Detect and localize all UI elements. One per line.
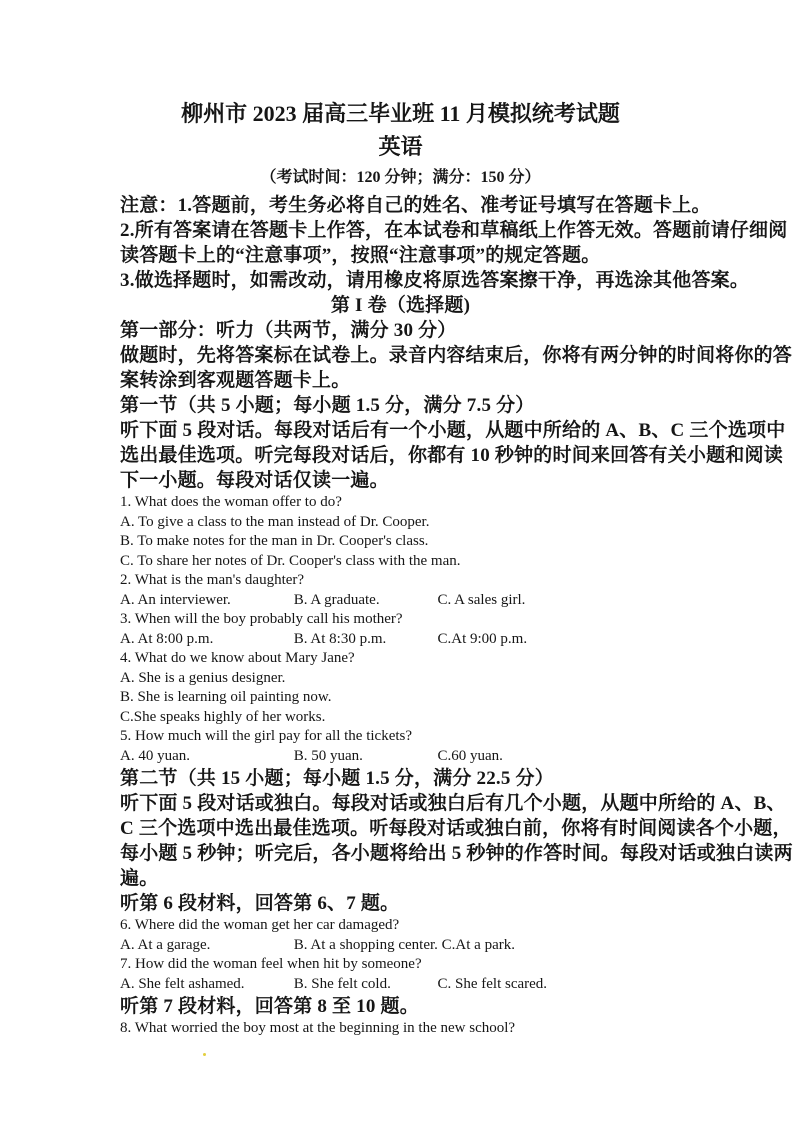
section1-heading: 第一节（共 5 小题；每小题 1.5 分，满分 7.5 分） [120, 395, 535, 416]
exam-title: 柳州市 2023 届高三毕业班 11 月模拟统考试题 [181, 101, 620, 126]
material-6-heading: 听第 6 段材料，回答第 6、7 题。 [120, 893, 400, 914]
notice-line-3: 读答题卡上的“注意事项”，按照“注意事项”的规定答题。 [120, 245, 601, 266]
question-6-options-row [120, 936, 681, 956]
section2-instruction-line-1: 听下面 5 段对话或独白。每段对话或独白后有几个小题，从题中所给的 A、B、 [120, 793, 786, 814]
question-6-option-c: C.At a park. [441, 936, 515, 953]
question-1-option-c: C. To share her notes of Dr. Cooper's class with the man. [120, 552, 461, 569]
material-7-heading: 听第 7 段材料，回答第 8 至 10 题。 [120, 996, 419, 1017]
section2-instruction-line-4: 遍。 [120, 868, 159, 889]
question-5-option-a: A. 40 yuan. [120, 747, 190, 764]
question-6-option-b: B. At a shopping center. [293, 936, 438, 953]
question-1-option-a: A. To give a class to the man instead of Dr. Cooper. [120, 513, 430, 530]
question-2-option-b: B. A graduate. [293, 591, 380, 608]
question-2-text: 2. What is the man's daughter? [120, 572, 305, 588]
question-1-text: 1. What does the woman offer to do? [120, 494, 342, 510]
question-3-option-b: B. At 8:30 p.m. [293, 630, 387, 647]
section1-instruction-line-1: 听下面 5 段对话。每段对话后有一个小题，从题中所给的 A、B、C 三个选项中 [120, 420, 786, 441]
section2-heading: 第二节（共 15 小题；每小题 1.5 分，满分 22.5 分） [120, 768, 554, 789]
question-5-options-row [120, 747, 681, 767]
exam-subject: 英语 [378, 134, 423, 159]
part1-instruction-line-1: 做题时，先将答案标在试卷上。录音内容结束后，你将有两分钟的时间将你的答 [120, 345, 793, 366]
question-7-text: 7. How did the woman feel when hit by someone? [120, 956, 422, 972]
question-6-option-a: A. At a garage. [120, 936, 211, 953]
notice-line-1: 注意：1.答题前，考生务必将自己的姓名、准考证号填写在答题卡上。 [120, 195, 711, 216]
question-2-option-a: A. An interviewer. [120, 591, 231, 608]
section1-instruction-line-3: 下一小题。每段对话仅读一遍。 [120, 470, 389, 491]
section1-instruction-line-2: 选出最佳选项。听完每段对话后，你都有 10 秒钟的时间来回答有关小题和阅读 [120, 445, 783, 466]
notice-line-2: 2.所有答案请在答题卡上作答，在本试卷和草稿纸上作答无效。答题前请仔细阅 [120, 220, 788, 241]
question-4-option-c: C.She speaks highly of her works. [120, 708, 326, 725]
notice-line-4: 3.做选择题时，如需改动，请用橡皮将原选答案擦干净，再选涂其他答案。 [120, 270, 750, 291]
scan-artifact-dot [203, 1053, 206, 1056]
question-4-option-a: A. She is a genius designer. [120, 669, 286, 686]
question-8-text: 8. What worried the boy most at the beginning in the new school? [120, 1020, 516, 1036]
question-3-option-a: A. At 8:00 p.m. [120, 630, 214, 647]
question-4-text: 4. What do we know about Mary Jane? [120, 650, 355, 666]
question-2-options-row [120, 591, 681, 611]
question-7-option-c: C. She felt scared. [437, 975, 548, 992]
question-1-option-b: B. To make notes for the man in Dr. Cooper's class. [120, 533, 429, 549]
question-6-text: 6. Where did the woman get her car damaged? [120, 917, 400, 933]
question-7-option-a: A. She felt ashamed. [120, 975, 245, 992]
question-5-option-b: B. 50 yuan. [293, 747, 363, 764]
question-3-options-row [120, 630, 681, 650]
question-3-text: 3. When will the boy probably call his mother? [120, 611, 403, 627]
question-3-option-c: C.At 9:00 p.m. [437, 630, 528, 647]
section2-instruction-line-3: 每小题 5 秒钟；听完后，各小题将给出 5 秒钟的作答时间。每段对话或独白读两 [120, 843, 793, 864]
volume1-heading: 第 I 卷（选择题) [330, 295, 471, 316]
question-4-option-b: B. She is learning oil painting now. [120, 689, 332, 705]
part1-heading: 第一部分：听力（共两节，满分 30 分） [120, 320, 457, 341]
question-2-option-c: C. A sales girl. [437, 591, 526, 608]
question-7-option-b: B. She felt cold. [293, 975, 391, 992]
section2-instruction-line-2: C 三个选项中选出最佳选项。听每段对话或独白前，你将有时间阅读各个小题， [120, 818, 792, 839]
question-7-options-row [120, 975, 681, 995]
question-5-text: 5. How much will the girl pay for all the tickets? [120, 728, 413, 744]
exam-time-score-info: （考试时间：120 分钟；满分：150 分） [260, 169, 541, 186]
part1-instruction-line-2: 案转涂到客观题答题卡上。 [120, 370, 351, 391]
question-5-option-c: C.60 yuan. [437, 747, 503, 764]
